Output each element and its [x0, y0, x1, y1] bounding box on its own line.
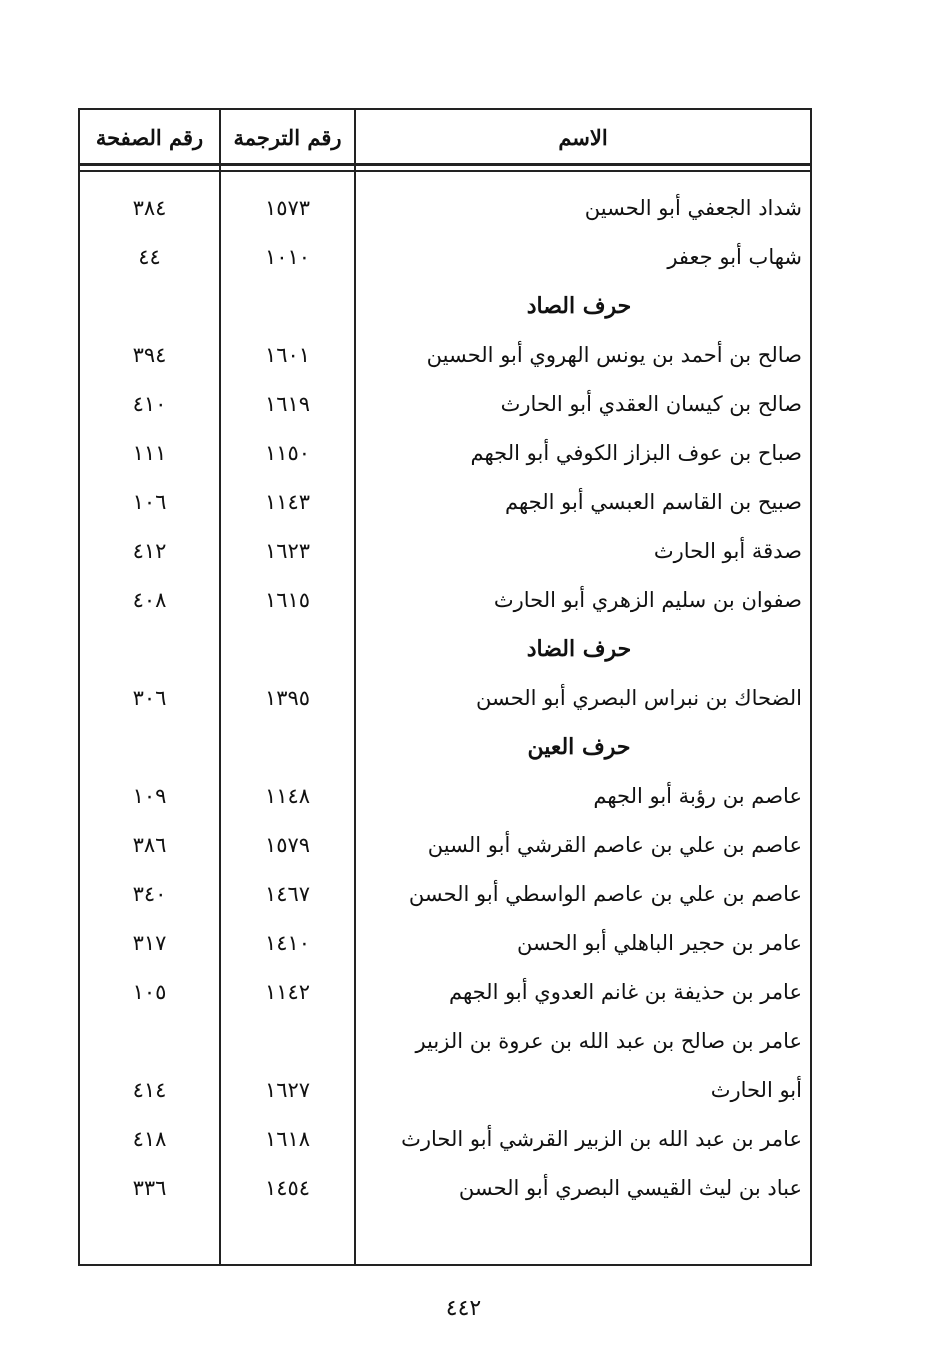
- entry-page-number: ٤١٨: [132, 1127, 167, 1151]
- entry-page-number: ٤١٢: [132, 539, 167, 563]
- table-row: [80, 968, 810, 1017]
- entry-name: صدقة أبو الحارث: [653, 539, 802, 563]
- table-row: [80, 331, 810, 380]
- entry-name: عاصم بن علي بن عاصم الواسطي أبو الحسن: [408, 882, 802, 906]
- table-row: [80, 772, 810, 821]
- entry-page-number: ٣٩٤: [132, 343, 167, 367]
- section-heading-row: [80, 282, 810, 331]
- header-page-number: رقم الصفحة: [95, 124, 204, 150]
- entry-name: عباد بن ليث القيسي البصري أبو الحسن: [458, 1176, 802, 1200]
- entry-translation-number: ١٣٩٥: [264, 686, 311, 710]
- table-row: [80, 1164, 810, 1213]
- entry-page-number: ٣٤٠: [132, 882, 167, 906]
- table-row: [80, 821, 810, 870]
- entry-page-number: ٤١٤: [132, 1078, 167, 1102]
- table-row: [80, 429, 810, 478]
- entry-page-number: ٣٨٤: [132, 196, 167, 220]
- entry-translation-number: ١١٤٢: [264, 980, 311, 1004]
- table-row: [80, 380, 810, 429]
- table-row: [80, 674, 810, 723]
- entry-page-number: ٣١٧: [132, 931, 167, 955]
- entry-page-number: ٣٨٦: [132, 833, 167, 857]
- entry-name: صباح بن عوف البزاز الكوفي أبو الجهم: [470, 441, 802, 465]
- entry-name: شداد الجعفي أبو الحسين: [584, 196, 802, 220]
- entry-page-number: ١١١: [132, 441, 167, 465]
- entry-page-number: ١٠٦: [132, 490, 167, 514]
- entry-name: صالح بن كيسان العقدي أبو الحارث: [500, 392, 802, 416]
- table-row: [80, 1115, 810, 1164]
- header-rule: [78, 163, 812, 166]
- table-row: [80, 919, 810, 968]
- entry-translation-number: ١٦١٩: [264, 392, 311, 416]
- entry-translation-number: ١٥٧٣: [264, 196, 311, 220]
- entry-page-number: ٣٠٦: [132, 686, 167, 710]
- entry-name: شهاب أبو جعفر: [667, 245, 802, 269]
- table-row: [80, 870, 810, 919]
- entry-name: عاصم بن علي بن عاصم القرشي أبو السين: [427, 833, 802, 857]
- entry-translation-number: ١٦١٥: [264, 588, 311, 612]
- entry-page-number: ١٠٩: [132, 784, 167, 808]
- entry-translation-number: ١٦٠١: [264, 343, 311, 367]
- entry-translation-number: ١٥٧٩: [264, 833, 311, 857]
- entry-name: عامر بن صالح بن عبد الله بن عروة بن الزبير: [415, 1029, 802, 1053]
- entry-name: صالح بن أحمد بن يونس الهروي أبو الحسين: [426, 343, 802, 367]
- section-heading: حرف العين: [527, 734, 631, 760]
- section-heading-row: [80, 723, 810, 772]
- entry-translation-number: ١٦٢٧: [264, 1078, 311, 1102]
- table-row: [80, 233, 810, 282]
- entry-name: صفوان بن سليم الزهري أبو الحارث: [493, 588, 802, 612]
- entry-translation-number: ١٦٢٣: [264, 539, 311, 563]
- section-heading: حرف الصاد: [526, 293, 632, 319]
- entry-translation-number: ١٠١٠: [264, 245, 311, 269]
- entry-translation-number: ١٤١٠: [264, 931, 311, 955]
- index-rows: [80, 184, 810, 1213]
- header-rule: [78, 170, 812, 172]
- entry-translation-number: ١١٤٨: [264, 784, 311, 808]
- entry-page-number: [80, 1017, 219, 1066]
- entry-name: عامر بن حذيفة بن غانم العدوي أبو الجهم: [448, 980, 802, 1004]
- table-row: [80, 1017, 810, 1066]
- entry-name: عاصم بن رؤبة أبو الجهم: [593, 784, 802, 808]
- entry-name: صبيح بن القاسم العبسي أبو الجهم: [504, 490, 802, 514]
- entry-page-number: ١٠٥: [132, 980, 167, 1004]
- entry-page-number: ٤٠٨: [132, 588, 167, 612]
- entry-translation-number: ١١٥٠: [264, 441, 311, 465]
- entry-translation-number: [221, 1017, 354, 1066]
- table-row: [80, 184, 810, 233]
- header-name: الاسم: [558, 124, 608, 150]
- entry-page-number: ٤١٠: [132, 392, 167, 416]
- section-heading: حرف الضاد: [526, 636, 632, 662]
- table-row: [80, 478, 810, 527]
- entry-name: عامر بن حجير الباهلي أبو الحسن: [517, 931, 802, 955]
- table-row: [80, 576, 810, 625]
- entry-name: عامر بن عبد الله بن الزبير القرشي أبو الحارث: [401, 1127, 802, 1151]
- table-row: [80, 527, 810, 576]
- entry-translation-number: ١٤٥٤: [264, 1176, 311, 1200]
- section-heading-row: [80, 625, 810, 674]
- table-row: [80, 1066, 810, 1115]
- entry-page-number: ٣٣٦: [132, 1176, 167, 1200]
- entry-name: أبو الحارث: [710, 1078, 802, 1102]
- entry-translation-number: ١١٤٣: [264, 490, 311, 514]
- entry-translation-number: ١٤٦٧: [264, 882, 311, 906]
- page-number: ٤٤٢: [445, 1296, 482, 1321]
- entry-page-number: ٤٤: [138, 245, 161, 269]
- entry-translation-number: ١٦١٨: [264, 1127, 311, 1151]
- header-translation-number: رقم الترجمة: [233, 124, 342, 150]
- entry-name: الضحاك بن نبراس البصري أبو الحسن: [476, 686, 802, 710]
